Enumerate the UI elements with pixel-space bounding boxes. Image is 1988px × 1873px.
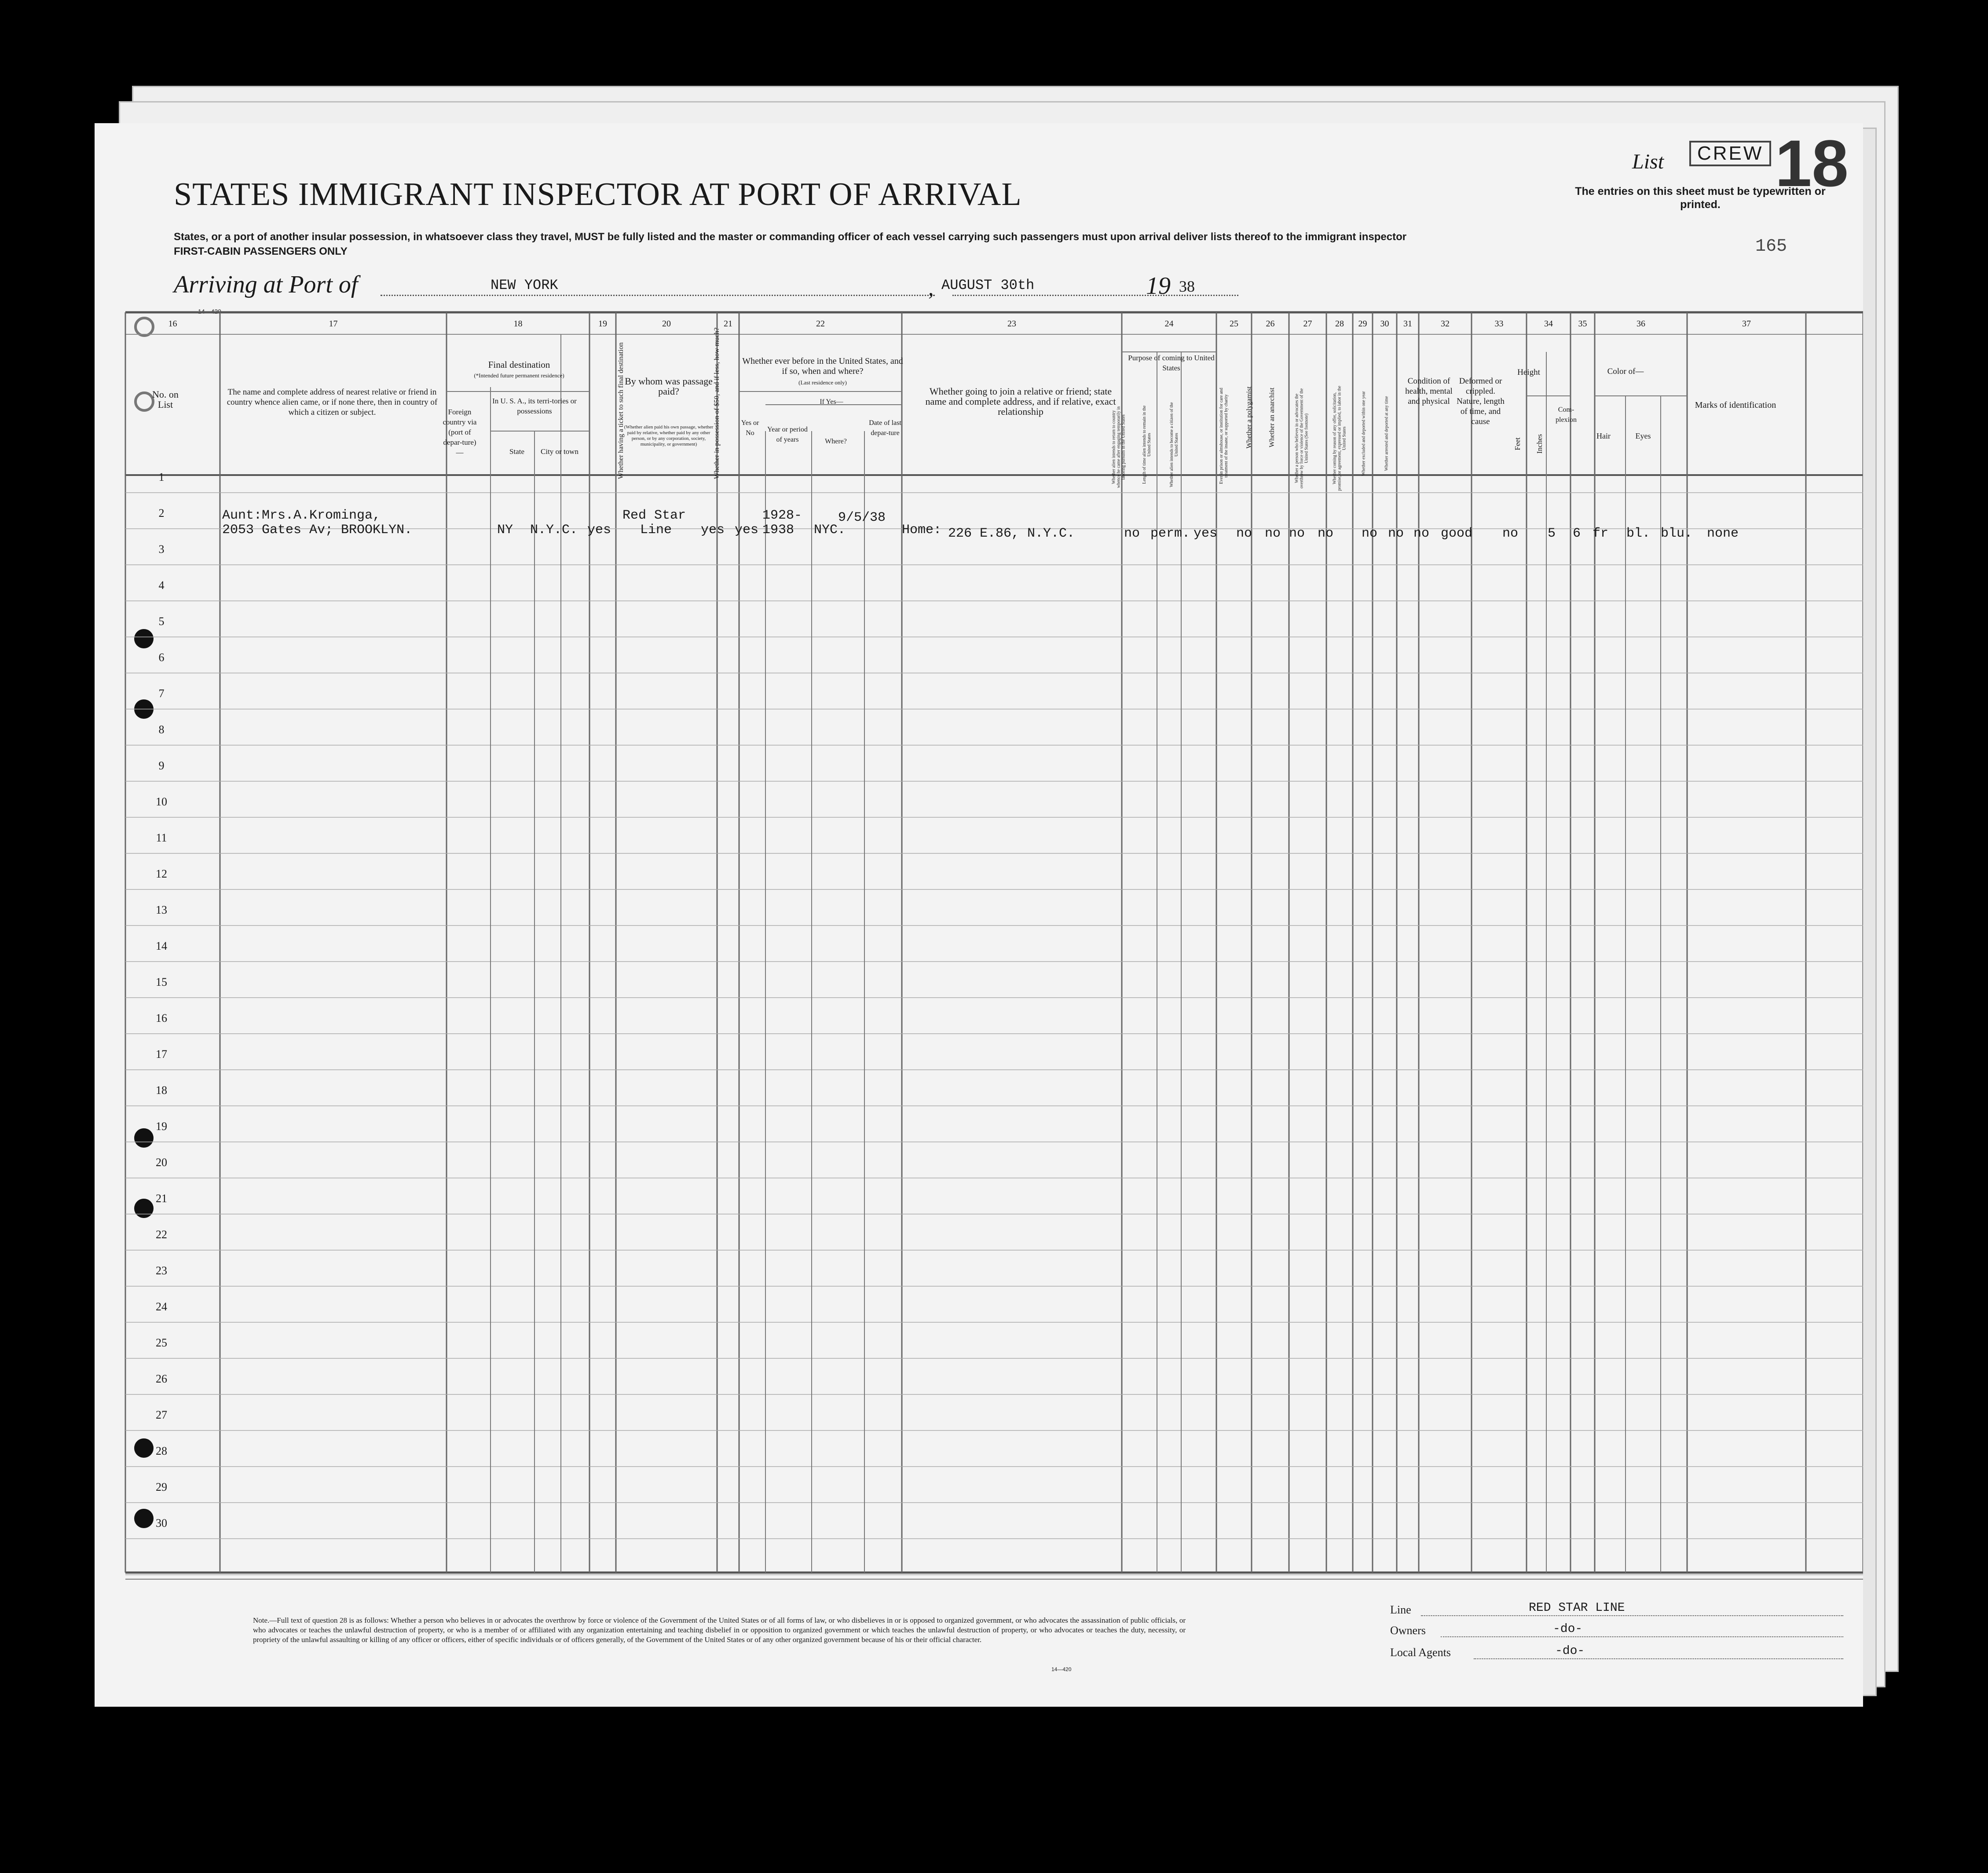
before-yes-value: yes — [735, 523, 759, 538]
column-number-27: 27 — [1303, 319, 1312, 329]
col30-value: no — [1388, 526, 1404, 541]
row-number: 8 — [158, 723, 165, 736]
col25-header: Ever in prison or almshouse, or institution for care and treatment of the insane, or supported by charity — [1219, 388, 1229, 484]
col26-header: Whether a polygamist — [1245, 386, 1253, 449]
col27-header: Whether an anarchist — [1268, 388, 1276, 447]
column-number-16: 16 — [168, 319, 177, 329]
col18-header: Final destination — [488, 359, 550, 370]
line-value: RED STAR LINE — [1529, 1601, 1625, 1615]
footnote: Note.—Full text of question 28 is as follows: Whether a person who believes in or advocates the overthrow by force or violence of the Government of the United States or of all forms of law, or who disbelieves in or is opposed to organized government, or who advocates the assassination of public officials, or who advocates or teaches the unlawful destruction of property, or who is a member of or affiliated with any organization entertaining and teaching disbelief in or opposition to organized government or which teaches the unlawful destruction of property, or who advocates or teaches the duty, necessity, or propriety of the unlawful assaulting or killing of any officer or officers, either of specific individuals or of officers generally, of the Government of the United States or of any other organized government because of his or their official character. — [253, 1616, 1186, 1644]
column-number-33: 33 — [1494, 319, 1504, 329]
row-number: 22 — [156, 1228, 167, 1241]
eyes-value: blu. — [1661, 526, 1693, 541]
col22-sub: (Last residence only) — [798, 379, 847, 386]
column-number-18: 18 — [513, 319, 523, 329]
marks-value: none — [1707, 526, 1739, 541]
if-yes-header: If Yes— — [820, 398, 843, 406]
row-number: 30 — [156, 1517, 167, 1529]
purpose-a-value: no — [1124, 526, 1140, 541]
column-number-36: 36 — [1637, 319, 1645, 329]
column-number-22: 22 — [816, 319, 825, 329]
local-agents-label: Local Agents — [1390, 1646, 1451, 1659]
col28-value: no — [1318, 526, 1334, 541]
col37-header: Marks of identification — [1695, 400, 1776, 410]
col18-sub: (*Intended future permanent residence) — [474, 372, 564, 379]
list-number: 18 — [1775, 126, 1849, 200]
in-usa-header: In U. S. A., its terri-tories or possessions — [492, 397, 577, 415]
col28-header: Whether a person who believes in or advocates the overthrow by force or violence of the Government of the United States (See footnote) — [1294, 388, 1309, 489]
owners-value: -do- — [1553, 1622, 1583, 1636]
row-number: 16 — [156, 1012, 167, 1024]
year-period-header: Year or period of years — [767, 426, 808, 443]
row-number: 10 — [156, 795, 167, 808]
col21-header: Whether in possession of $50, and if less, how much? — [713, 327, 721, 479]
date-underline — [952, 295, 1238, 296]
column-number-28: 28 — [1335, 319, 1344, 329]
entries-note: The entries on this sheet must be typewritten or printed. — [1575, 185, 1826, 211]
column-number-31: 31 — [1403, 319, 1412, 329]
ticket-value: yes — [587, 523, 611, 538]
where-value: NYC. — [814, 523, 846, 538]
column-number-23: 23 — [1007, 319, 1016, 329]
col20-header: By whom was passage paid? — [625, 376, 713, 397]
col16-header: No. on List — [152, 389, 179, 410]
col30-header: Whether excluded and deported within one year — [1361, 391, 1366, 476]
page-number: 165 — [1755, 237, 1787, 256]
column-number-26: 26 — [1266, 319, 1275, 329]
column-number-29: 29 — [1358, 319, 1367, 329]
crew-stamp: CREW — [1689, 141, 1771, 166]
inches-value: 6 — [1573, 526, 1581, 541]
row-number: 25 — [156, 1336, 167, 1349]
years-line1: 1928- — [762, 508, 802, 523]
column-number-32: 32 — [1441, 319, 1450, 329]
row-number: 4 — [158, 579, 165, 592]
row-number: 11 — [156, 831, 167, 844]
form-code-top: 14—420 — [198, 308, 221, 315]
column-number-21: 21 — [724, 319, 732, 329]
row-number: 29 — [156, 1481, 167, 1493]
manifest-sheet — [95, 123, 1863, 1707]
page-title: STATES IMMIGRANT INSPECTOR AT PORT OF ARRIVAL — [174, 176, 1022, 212]
column-number-20: 20 — [662, 319, 671, 329]
row-number: 17 — [156, 1048, 167, 1061]
binder-hole — [134, 699, 154, 719]
row-number: 28 — [156, 1445, 167, 1457]
column-number-24: 24 — [1164, 319, 1174, 329]
col29-header: Whether coming by reason of any offer, solicitation, promise, or agreement, expressed or implied, to labor in the United States — [1332, 386, 1347, 491]
local-agents-value: -do- — [1555, 1644, 1585, 1658]
state-value: NY — [497, 523, 513, 538]
yes-no-header: Yes or No — [741, 419, 759, 437]
col34-header: Height — [1517, 368, 1540, 377]
join-line1: Home: — [902, 523, 942, 538]
col36-header: Color of— — [1607, 367, 1644, 376]
form-code-bottom: 14—420 — [1051, 1666, 1072, 1672]
state-header: State — [509, 447, 524, 456]
col31-value: no — [1413, 526, 1430, 541]
col29-value: no — [1362, 526, 1378, 541]
col31-header: Whether arrested and deported at any time — [1384, 396, 1389, 471]
paid-by-line1: Red Star — [622, 508, 686, 523]
col19-header: Whether having a ticket to such final destination — [617, 342, 625, 479]
owners-underline — [1441, 1636, 1843, 1637]
column-number-30: 30 — [1380, 319, 1389, 329]
owners-label: Owners — [1390, 1624, 1426, 1637]
city-value: N.Y.C. — [530, 523, 578, 538]
col33-header: Deformed or crippled. Nature, length of time, and cause — [1457, 377, 1505, 426]
column-number-37: 37 — [1742, 319, 1751, 329]
port-underline — [381, 295, 935, 296]
row-number: 2 — [158, 507, 165, 519]
col35-header: Com-plexion — [1556, 406, 1577, 424]
col24a-header: Whether alien intends to return to country whence he came after engaging temporarily in laboring pursuits in the United States — [1111, 406, 1126, 488]
purpose-b-value: perm. — [1150, 526, 1190, 541]
column-number-35: 35 — [1578, 319, 1587, 329]
row-number: 18 — [156, 1084, 167, 1097]
hair-value: bl. — [1626, 526, 1651, 541]
where-header: Where? — [825, 438, 847, 445]
years-line2: 1938 — [762, 523, 794, 538]
agents-underline — [1474, 1658, 1843, 1659]
col27-value: no — [1289, 526, 1305, 541]
city-header: City or town — [541, 447, 578, 456]
row-number: 1 — [158, 471, 165, 483]
relative-line2: 2053 Gates Av; BROOKLYN. — [222, 523, 413, 538]
column-number-34: 34 — [1544, 319, 1553, 329]
row-number: 15 — [156, 976, 167, 988]
date-departure-value: 9/5/38 — [838, 510, 886, 525]
date-departure-header: Date of last depar-ture — [869, 419, 901, 437]
hair-header: Hair — [1596, 432, 1611, 440]
comma: , — [928, 275, 934, 300]
col24b-header: Length of time alien intends to remain in the United States — [1142, 405, 1152, 484]
subtitle-line1: States, or a port of another insular possession, in whatsoever class they travel, MUST be fully listed and the master or commanding officer of each vessel carrying such passengers must upon arrival deliver lists thereof to the immigrant inspector — [174, 231, 1407, 243]
row-number: 13 — [156, 904, 167, 916]
subtitle-line2: FIRST-CABIN PASSENGERS ONLY — [174, 245, 348, 257]
col20-sub: (Whether alien paid his own passage, whether paid by relative, whether paid by any other person, or by any corporation, society, municipality, or government) — [624, 424, 714, 447]
row-number: 19 — [156, 1120, 167, 1133]
row-number: 26 — [156, 1372, 167, 1385]
money-value: yes — [701, 523, 725, 538]
row-number: 21 — [156, 1192, 167, 1205]
col32-header: Condition of health, mental and physical — [1405, 377, 1453, 406]
inches-header: Inches — [1535, 434, 1544, 454]
deformed-value: no — [1502, 526, 1519, 541]
paid-by-line2: Line — [640, 523, 672, 538]
column-number-25: 25 — [1230, 319, 1238, 329]
col24-header: Purpose of coming to United States — [1128, 354, 1215, 372]
relative-line1: Aunt:Mrs.A.Krominga, — [222, 508, 381, 523]
eyes-header: Eyes — [1635, 432, 1651, 440]
complexion-value: fr — [1593, 526, 1609, 541]
row-number: 23 — [156, 1264, 167, 1277]
row-number: 24 — [156, 1300, 167, 1313]
row-number: 7 — [158, 687, 165, 700]
col26-value: no — [1265, 526, 1281, 541]
line-underline — [1421, 1615, 1843, 1616]
port-value: NEW YORK — [491, 277, 558, 293]
date-value: AUGUST 30th — [941, 277, 1035, 293]
row-number: 14 — [156, 940, 167, 952]
foreign-country-header: Foreign country via (port of depar-ture)— — [443, 408, 477, 457]
health-value: good — [1441, 526, 1473, 541]
row-number: 5 — [158, 615, 165, 628]
col25-value: no — [1236, 526, 1252, 541]
manifest-grid — [95, 123, 1863, 1707]
col17-header: The name and complete address of nearest relative or friend in country whence alien came, or if none there, then in country of which a citizen or subject. — [227, 388, 438, 417]
col22-header: Whether ever before in the United States, and if so, when and where? — [742, 356, 903, 376]
purpose-c-value: yes — [1194, 526, 1218, 541]
feet-header: Feet — [1513, 437, 1522, 450]
row-number: 12 — [156, 867, 167, 880]
year-suffix: 38 — [1179, 278, 1195, 295]
col24c-header: Whether alien intends to become a citizen of the United States — [1169, 402, 1179, 487]
year-prefix: 19 — [1146, 272, 1171, 300]
arriving-label: Arriving at Port of — [174, 271, 358, 298]
col23-header: Whether going to join a relative or friend; state name and complete address, and if relative, exact relationship — [925, 386, 1116, 417]
binder-hole — [134, 629, 154, 648]
column-number-17: 17 — [329, 319, 338, 329]
feet-value: 5 — [1548, 526, 1556, 541]
line-label: Line — [1390, 1603, 1411, 1616]
row-number: 6 — [158, 651, 165, 664]
column-number-19: 19 — [598, 319, 607, 329]
row-number: 27 — [156, 1408, 167, 1421]
row-number: 9 — [158, 759, 165, 772]
row-number: 3 — [158, 543, 165, 556]
join-line2: 226 E.86, N.Y.C. — [948, 526, 1075, 541]
row-number: 20 — [156, 1156, 167, 1169]
list-label: List — [1632, 150, 1664, 173]
